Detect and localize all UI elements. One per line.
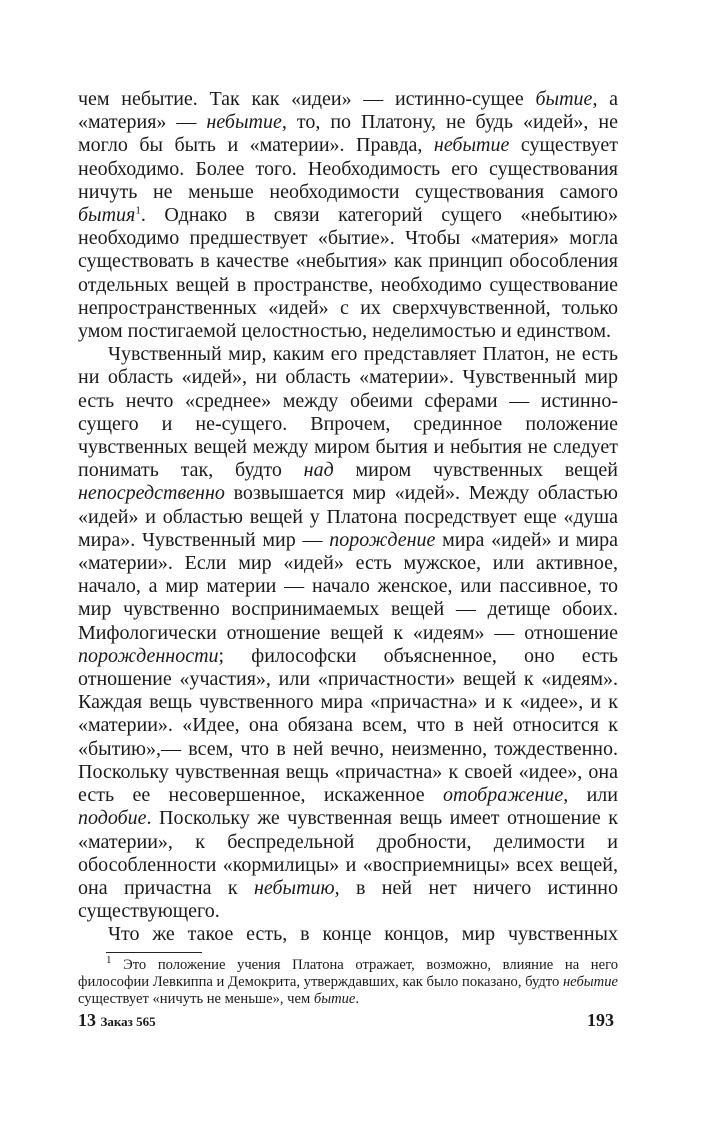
book-page [78,88,618,1009]
printer-signature [78,1010,156,1031]
text-run: . [355,991,360,1008]
text-run: , а «материя» — [78,88,618,134]
italic-term: непосредственно [78,482,225,505]
text-run: Что же такое есть, в конце концов, мир чувственных [108,923,618,946]
text-run: , то, по Платону, не будь «идей», не могло бы быть и «материи». Правда, [78,111,618,157]
text-run: Это положение учения Платона отражает, возможно, влияние на него философии Левкиппа и Демокрита, утверждавших, как было показано, будто [78,956,618,990]
italic-term: небытие [206,111,282,134]
italic-term: отображение [443,784,564,807]
italic-term: небытие [562,973,618,990]
paragraph-3 [78,923,618,946]
text-run: мира «идей» и мира «материи». Если мир «идей» есть мужское, или активное, начало, а мир материи — начало женское, или пассивное, то мир чувственно воспринимаемых вещей — детище обоих. Мифологически отношение вещей к «идеям» — отношение [78,528,618,644]
text-run: Чувственный мир, каким его представляет Платон, не есть ни область «идей», ни область «материи». Чувственный мир есть нечто «среднее» между обеими сферами — истинно-сущего и не-сущего. Впрочем, срединное положение чувственных вещей между миром бытия и небытия не следует понимать так, будто [78,343,618,482]
footnote-ref: 1 [106,953,112,966]
footnote-ref: 1 [135,204,141,217]
italic-term: порожденности [78,644,219,667]
text-run: , в ней нет ничего истинно существующего. [78,876,618,923]
italic-term: бытие [313,991,356,1008]
text-run: . Однако в связи категорий сущего «небытию» необходимо предшествует «бытие». Чтобы «материя» могла существовать в качестве «небытия» как принцип обособления отдельных вещей в пространстве, необходимо существование непространственных «идей» с их сверхчувственной, только умом постигаемой целостностью, неделимостью и единством. [78,204,618,343]
paragraph-1 [78,88,618,343]
text-run: , или [563,784,618,807]
italic-term: бытия [78,204,136,227]
text-run: существует «ничуть не меньше», чем [78,991,314,1008]
paragraph-2 [78,343,618,923]
page-footer [78,1010,618,1034]
italic-term: небытию [253,876,335,899]
text-run: чем небытие. Так как «идеи» — истинно-сущее [78,88,536,110]
footnote [78,953,618,1009]
text-run: существует необходимо. Более того. Необходимость его существования ничуть не меньше необходимости существования самого [78,134,618,203]
text-run: возвышается мир «идей». Между областью «идей» и областью вещей у Платона посредствует еще «душа мира». Чувственный мир — [78,482,618,551]
text-run: . Поскольку же чувственная вещь имеет отношение к «материи», к беспредельной дробности, делимости и обособленности «кормилицы» и «восприемницы» всех вещей, она причастна к [78,807,618,899]
page-number: 193 [587,1010,614,1030]
text-run: миром чувственных вещей [333,459,618,482]
footnote-divider [106,952,202,953]
italic-term: небытие [433,134,510,157]
italic-term: над [303,459,334,482]
text-run: ; философски объясненное, оно есть отношение «участия», или «причастности» вещей к «идеям». Каждая вещь чувственного мира «причастна» и к «идее», и к «материи». «Идее, она обязана всем, что в ней относится к «бытию»,— всем, что в ней вечно, неизменно, тождественно. Поскольку чувственная вещь «причастна» к своей «идее», она есть ее несовершенное, искаженное [78,644,618,807]
italic-term: бытие [535,88,593,110]
italic-term: порождение [329,528,436,551]
signature-number: 13 [78,1010,96,1030]
italic-term: подобие [78,807,147,830]
signature-text: Заказ 565 [100,1014,156,1029]
